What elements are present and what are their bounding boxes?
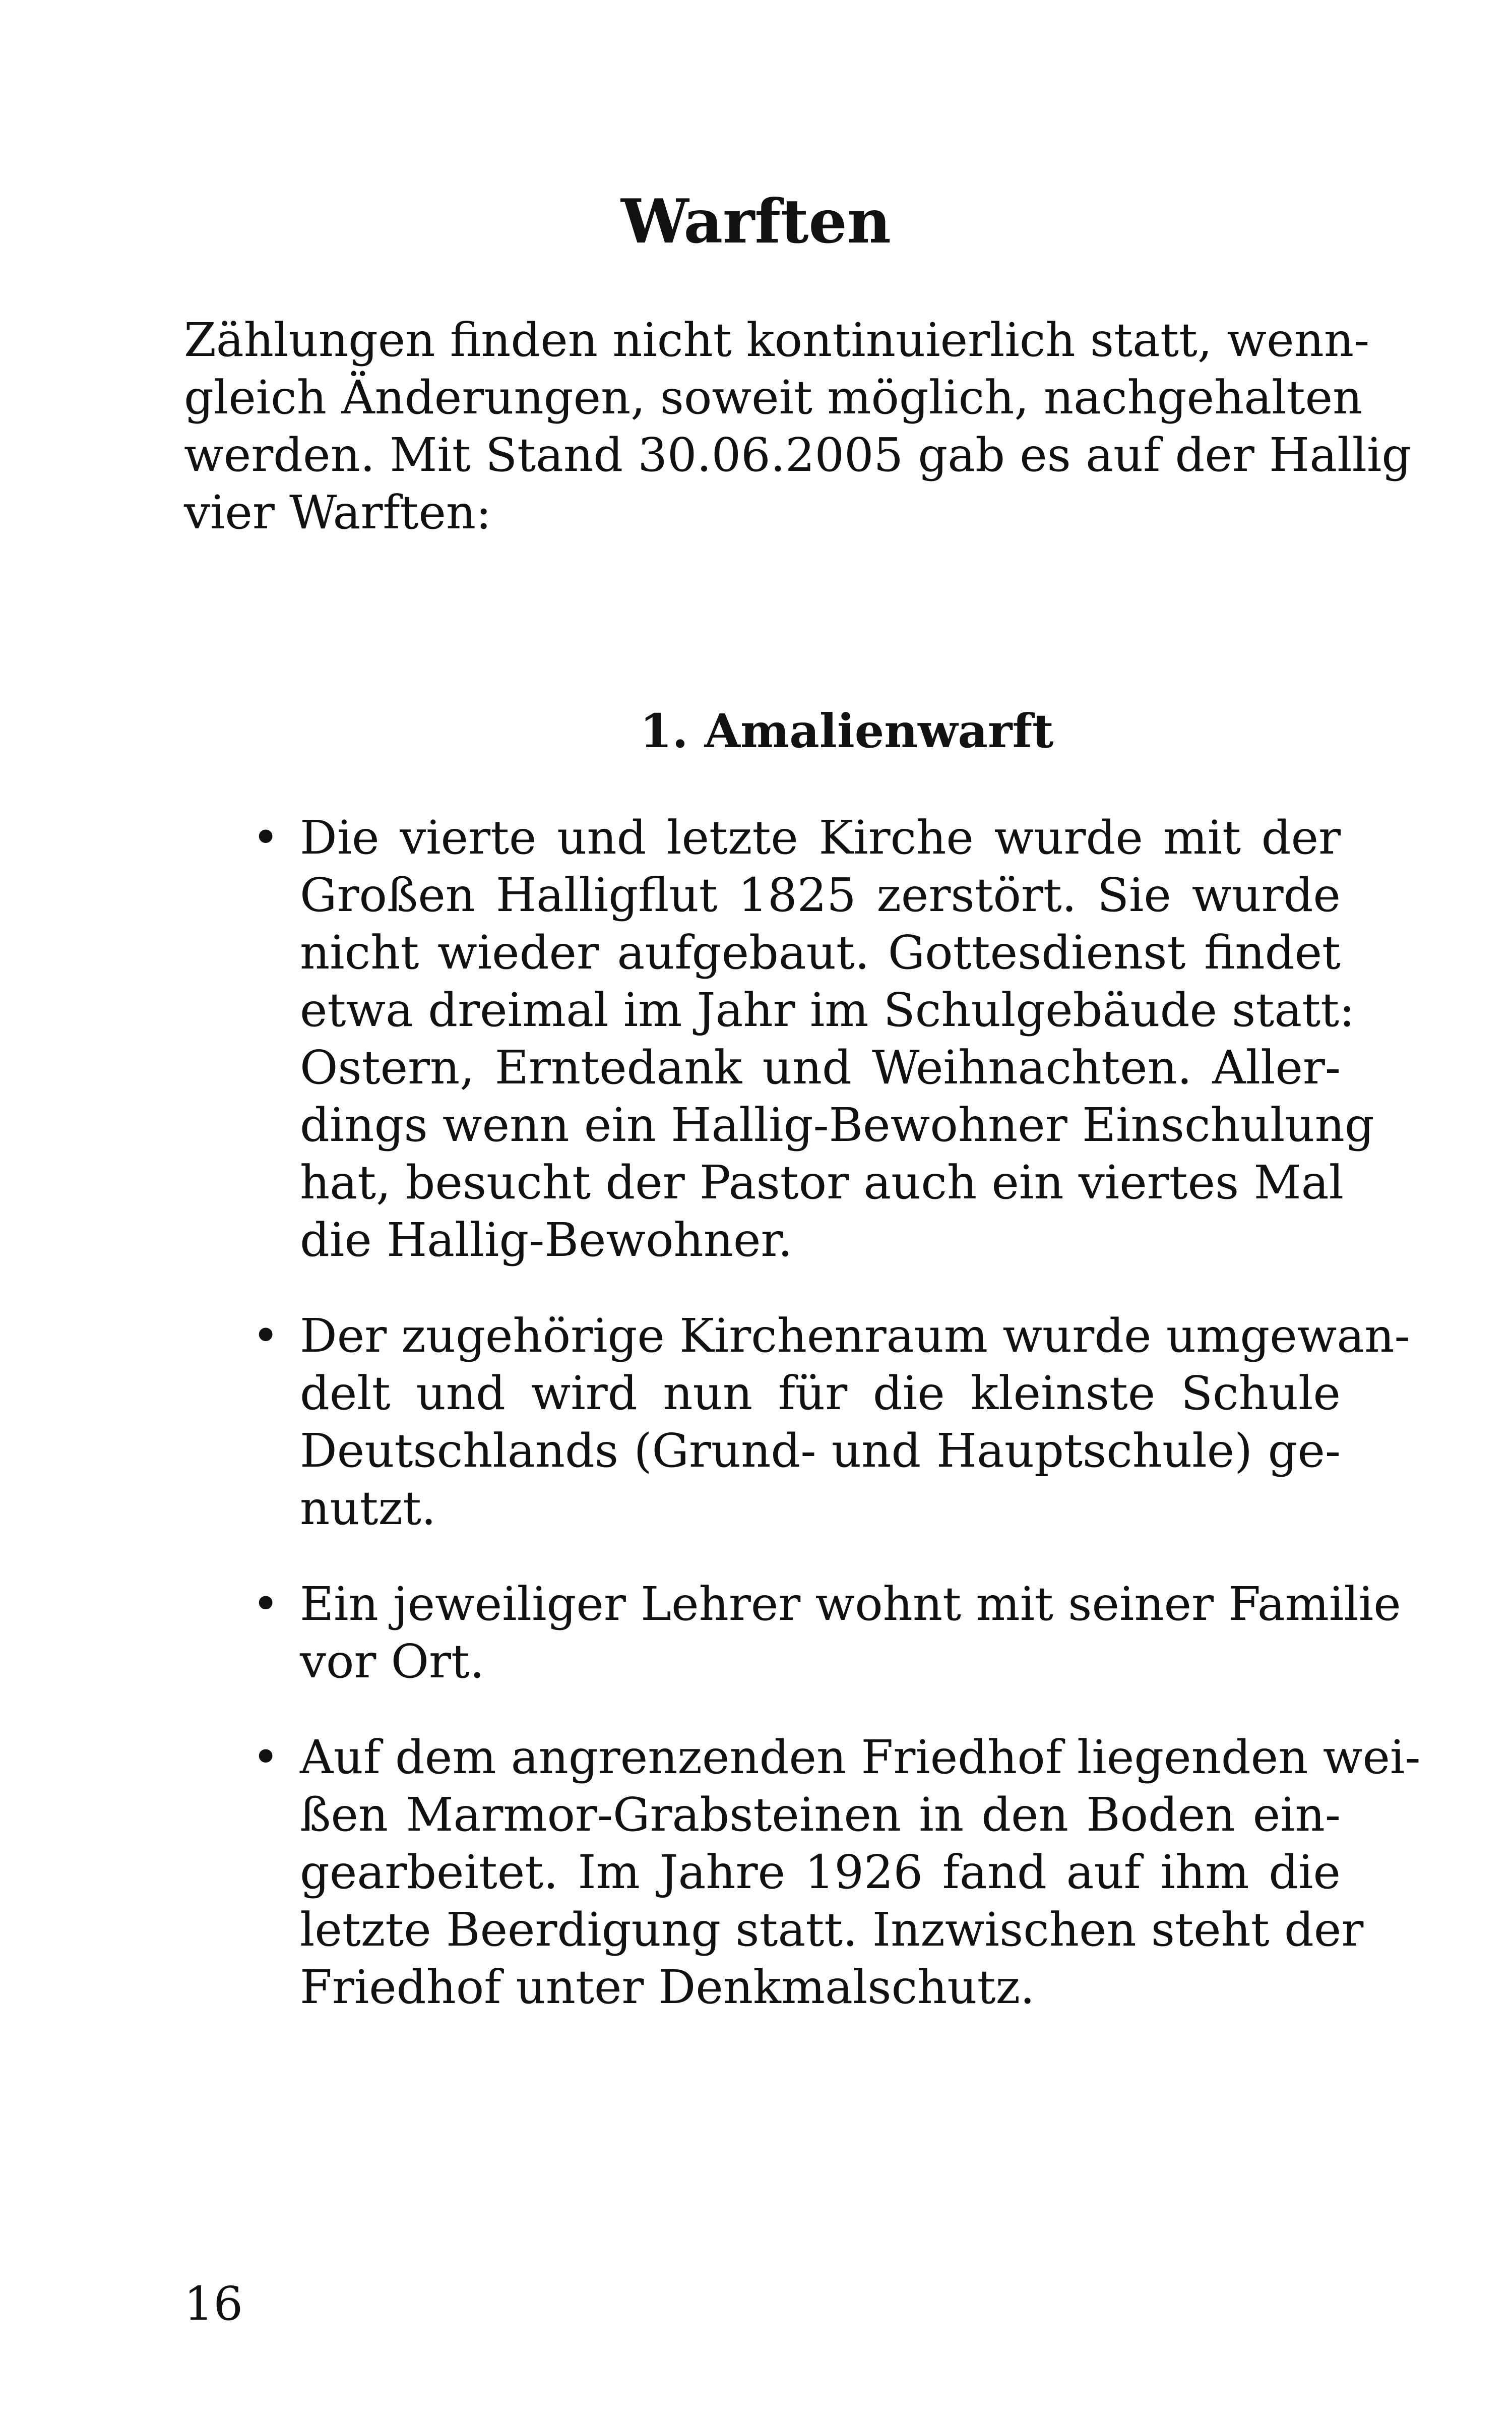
bullet-icon: • [252,1730,280,1784]
list-item-line: delt und wird nun für die kleinste Schule [300,1366,1341,1420]
section-heading: 1. Amalienwarft [640,704,1054,758]
bullet-icon: • [252,811,280,865]
list-item [247,1307,1410,1537]
list-item-line: Friedhof unter Denkmalschutz. [300,1960,1035,2014]
bullet-icon: • [252,1577,280,1631]
page-title: Warften [621,186,891,257]
list-item-line: Die vierte und letzte Kirche wurde mit der [300,811,1341,865]
list-item-line: nicht wieder aufgebaut. Gottesdienst findet [300,926,1341,980]
intro-paragraph [184,312,1412,541]
list-item-line: Der zugehörige Kirchenraum wurde umgewan- [300,1309,1410,1363]
intro-line: Zählungen finden nicht kontinuierlich statt, wenn- [184,313,1370,367]
list-item-line: Großen Halligflut 1825 zerstört. Sie wurde [300,868,1341,922]
bullet-list [247,809,1421,2054]
list-item-line: letzte Beerdigung statt. Inzwischen steht der [300,1903,1364,1957]
list-item-line: ßen Marmor-Grabsteinen in den Boden ein- [300,1788,1341,1842]
page-number: 16 [184,2277,243,2331]
list-item [247,1576,1401,1690]
list-item-line: die Hallig-Bewohner. [300,1213,793,1267]
intro-line: gleich Änderungen, soweit möglich, nachgehalten [184,371,1363,425]
list-item-line: Ein jeweiliger Lehrer wohnt mit seiner Familie [300,1577,1401,1631]
list-item-line: gearbeitet. Im Jahre 1926 fand auf ihm die [300,1845,1341,1899]
list-item-line: Ostern, Erntedank und Weihnachten. Aller- [300,1041,1341,1095]
intro-line: werden. Mit Stand 30.06.2005 gab es auf der Hallig [184,428,1412,482]
bullet-icon: • [252,1309,280,1363]
list-item [247,809,1374,1269]
list-item-line: Deutschlands (Grund- und Hauptschule) ge- [300,1424,1341,1478]
list-item-line: etwa dreimal im Jahr im Schulgebäude statt: [300,983,1355,1037]
list-item-line: nutzt. [300,1481,436,1535]
intro-line: vier Warften: [184,486,492,539]
list-item-line: Auf dem angrenzenden Friedhof liegenden wei- [300,1730,1421,1784]
list-item-line: dings wenn ein Hallig-Bewohner Einschulung [300,1098,1374,1152]
list-item-line: hat, besucht der Pastor auch ein viertes Mal [300,1156,1344,1209]
list-item [247,1729,1421,2016]
list-item-line: vor Ort. [300,1635,485,1688]
